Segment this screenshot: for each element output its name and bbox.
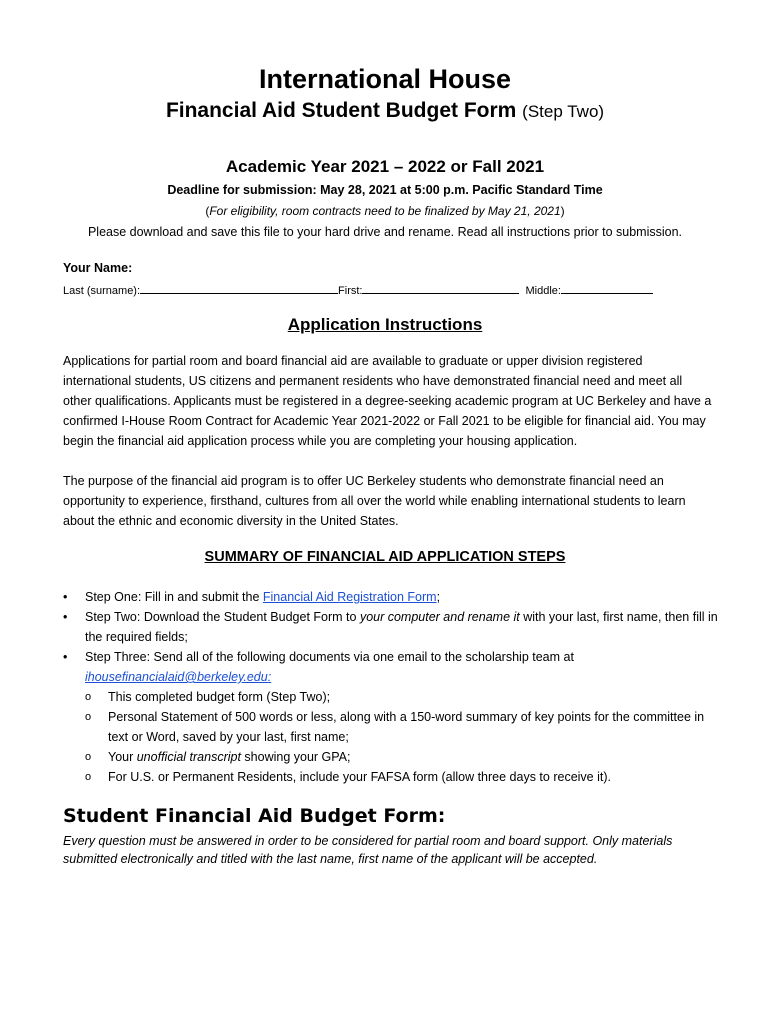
last-name-field[interactable] <box>140 282 338 294</box>
eligibility-note <box>0 204 770 218</box>
download-instructions: Please download and save this file to your hard drive and rename. Read all instructions prior to submission. <box>87 225 683 239</box>
eligibility-close-paren: ) <box>560 204 565 218</box>
list-item <box>63 587 723 607</box>
sub-bullet-icon: o <box>85 691 92 703</box>
deadline-text: Deadline for submission: May 28, 2021 at 5:00 p.m. Pacific Standard Time <box>167 183 603 197</box>
sub-bullet-icon: o <box>85 751 92 763</box>
summary-heading: SUMMARY OF FINANCIAL AID APPLICATION STEPS <box>204 549 566 565</box>
sub-step-text: For U.S. or Permanent Residents, include your FAFSA form (allow three days to receive it). <box>108 770 611 784</box>
list-item <box>63 747 723 767</box>
sub-step-text: Your <box>108 750 137 764</box>
steps-list <box>63 587 723 787</box>
list-item <box>63 707 723 747</box>
scholarship-email-link[interactable]: ihousefinancialaid@berkeley.edu: <box>85 670 272 684</box>
eligibility-text: For eligibility, room contracts need to be finalized by May 21, 2021 <box>209 204 561 218</box>
list-item <box>63 647 723 687</box>
form-subtitle-text: Financial Aid Student Budget Form <box>165 99 517 122</box>
name-fields-row <box>63 282 653 297</box>
form-step-label: (Step Two) <box>522 102 605 121</box>
academic-year: Academic Year 2021 – 2022 or Fall 2021 <box>225 157 545 176</box>
document-title: International House <box>258 64 512 94</box>
step2-text: Step Two: Download the Student Budget Form to <box>85 610 360 624</box>
sub-step-suffix: showing your GPA; <box>240 750 351 764</box>
list-item <box>63 607 723 647</box>
list-item <box>63 687 723 707</box>
eligibility-open-paren: ( <box>205 204 210 218</box>
budget-form-note: Every question must be answered in order to be considered for partial room and board support. Only materials submitted electronically and titled with the last name, first name of the applicant will be accepted. <box>63 834 673 866</box>
sub-step-text: This completed budget form (Step Two); <box>108 690 331 704</box>
middle-name-label: Middle: <box>525 285 561 297</box>
instructions-paragraph-1: Applications for partial room and board financial aid are available to graduate or upper division registered international students, US citizens and permanent residents who have demonstrated financial need and meet all other qualifications. Applicants must be registered in a degree-seeking academic program at UC Berkeley and have a confirmed I-House Room Contract for Academic Year 2021-2022 or Fall 2021 to be eligible for financial aid. You may begin the financial aid application process while you are completing your housing application. <box>63 354 712 448</box>
step2-italic: your computer and rename it <box>359 610 520 624</box>
form-subtitle <box>0 99 770 123</box>
sub-bullet-icon: o <box>85 771 92 783</box>
step1-suffix: ; <box>436 590 441 604</box>
bullet-icon: • <box>63 590 68 604</box>
bullet-icon: • <box>63 610 68 624</box>
bullet-icon: • <box>63 650 68 664</box>
sub-step-italic: unofficial transcript <box>136 750 241 764</box>
list-item <box>63 767 723 787</box>
first-name-label: First: <box>338 285 363 297</box>
last-name-label: Last (surname): <box>63 285 141 297</box>
registration-form-link[interactable]: Financial Aid Registration Form <box>262 590 437 604</box>
middle-name-field[interactable] <box>561 282 653 294</box>
your-name-heading: Your Name: <box>63 261 133 275</box>
first-name-field[interactable] <box>362 282 519 294</box>
sub-bullet-icon: o <box>85 711 92 723</box>
application-instructions-heading: Application Instructions <box>287 315 483 334</box>
budget-form-heading: Student Financial Aid Budget Form: <box>63 805 446 827</box>
step3-text: Step Three: Send all of the following documents via one email to the scholarship team at <box>85 650 574 664</box>
sub-step-text: Personal Statement of 500 words or less, along with a 150-word summary of key points for the committee in text or Word, saved by your last, first name; <box>108 710 705 744</box>
step2-suffix: with your last, first name, then fill in the required fields; <box>85 610 718 644</box>
step1-text: Step One: Fill in and submit the <box>85 590 263 604</box>
instructions-paragraph-2: The purpose of the financial aid program is to offer UC Berkeley students who demonstrate financial need an opportunity to experience, firsthand, cultures from all over the world while enabling international students to learn about the ethnic and economic diversity in the United States. <box>63 474 686 528</box>
